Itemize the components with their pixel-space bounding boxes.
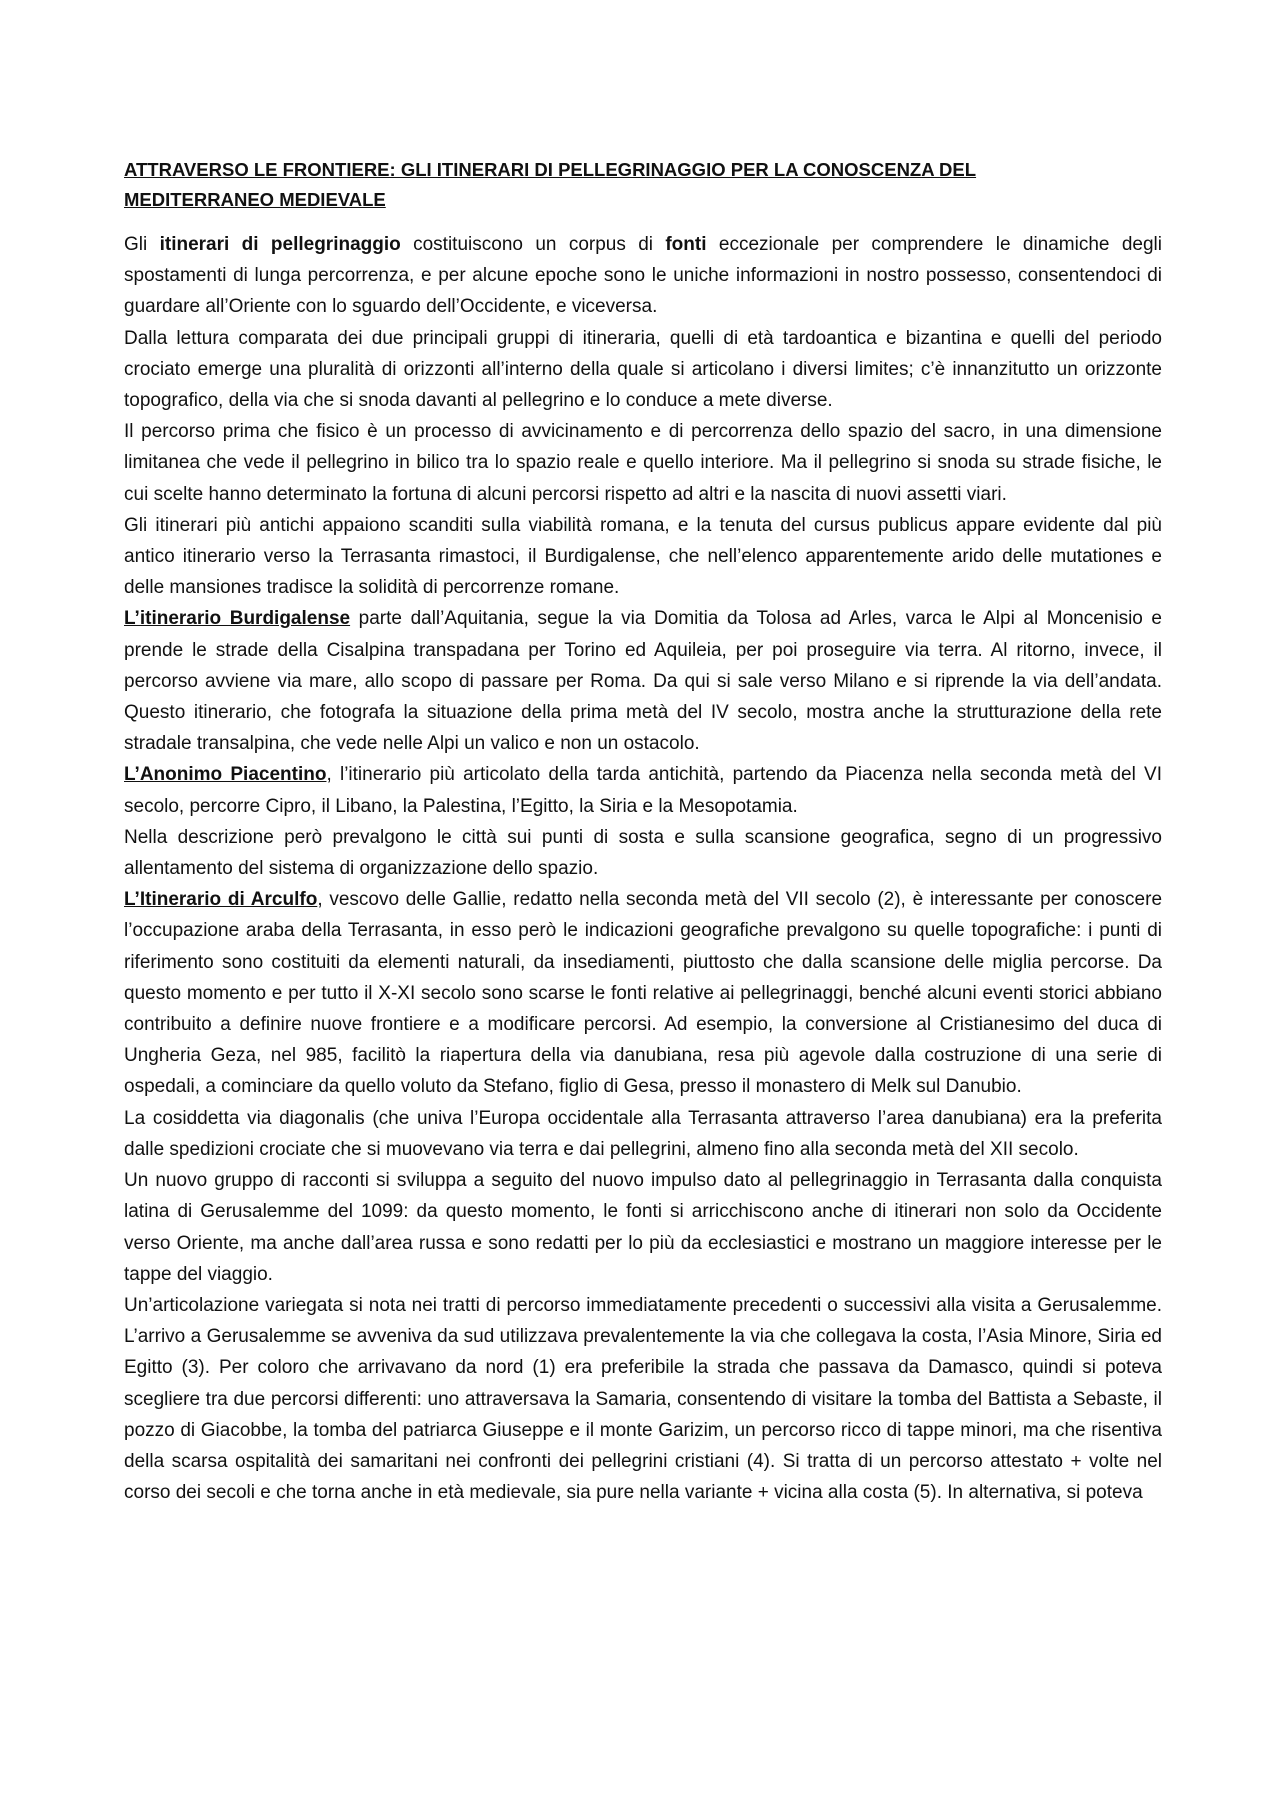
- paragraph-new-accounts: Un nuovo gruppo di racconti si sviluppa a seguito del nuovo impulso dato al pellegrinaggio in Terrasanta dalla conquista latina di Gerusalemme del 1099: da questo momento, le fonti si arricchiscono anche di itinerari non solo da Occidente verso Oriente, ma anche dall’area russa e sono redatti per lo più da ecclesiastici e mostrano un maggiore interesse per le tappe del viaggio.: [124, 1170, 1162, 1285]
- title-line-1: ATTRAVERSO LE FRONTIERE: GLI ITINERARI DI PELLEGRINAGGIO PER LA CONOSCENZA DEL: [124, 159, 977, 180]
- document-title: [124, 155, 1162, 215]
- document-page: [124, 155, 1162, 1508]
- paragraph-route: Il percorso prima che fisico è un processo di avvicinamento e di percorrenza dello spazio del sacro, in una dimensione limitanea che vede il pellegrino in bilico tra lo spazio reale e quello interiore. Ma il pellegrino si snoda su strade fisiche, le cui scelte hanno determinato la fortuna di alcuni percorsi rispetto ad altri e la nascita di nuovi assetti viari.: [124, 421, 1162, 505]
- paragraph-intro: [124, 229, 1162, 323]
- document-body: [124, 229, 1162, 1508]
- text-run: Gli: [124, 234, 160, 255]
- section-heading: L’Anonimo Piacentino: [124, 764, 327, 786]
- paragraph-jerusalem-routes: Un’articolazione variegata si nota nei tratti di percorso immediatamente precedenti o successivi alla visita a Gerusalemme. L’arrivo a Gerusalemme se avveniva da sud utilizzava prevalentemente la via che collegava la costa, l’Asia Minore, Siria ed Egitto (3). Per coloro che arrivavano da nord (1) era preferibile la strada che passava da Damasco, quindi si poteva scegliere tra due percorsi differenti: uno attraversava la Samaria, consentendo di visitare la tomba del Battista a Sebaste, il pozzo di Giacobbe, la tomba del patriarca Giuseppe e il monte Garizim, un percorso ricco di tappe minori, ma che risentiva della scarsa ospitalità dei samaritani nei confronti dei pellegrini cristiani (4). Si tratta di un percorso attestato + volte nel corso dei secoli e che torna anche in età medievale, sia pure nella variante + vicina alla costa (5). In alternativa, si poteva: [124, 1294, 1162, 1504]
- paragraph-description: Nella descrizione però prevalgono le città sui punti di sosta e sulla scansione geografica, segno di un progressivo allentamento del sistema di organizzazione dello spazio.: [124, 826, 1162, 880]
- paragraph-via-diagonalis: La cosiddetta via diagonalis (che univa l’Europa occidentale alla Terrasanta attraverso l’area danubiana) era la preferita dalle spedizioni crociate che si muovevano via terra e dai pellegrini, almeno fino alla seconda metà del XII secolo.: [124, 1107, 1162, 1160]
- text-run: parte dall’Aquitania, segue la via Domitia da Tolosa ad Arles, varca le Alpi al Moncenisio e prende le strade della Cisalpina transpadana per Torino ed Aquileia, per poi proseguire via terra. Al ritorno, invece, il percorso avviene via mare, allo scopo di passare per Roma. Da qui si sale verso Milano e si riprende la via dell’andata. Questo itinerario, che fotografa la situazione della prima metà del IV secolo, mostra anche la strutturazione della rete stradale transalpina, che vede nelle Alpi un valico e non un ostacolo.: [124, 608, 1163, 755]
- text-run: , vescovo delle Gallie, redatto nella seconda metà del VII secolo (2), è interessante per conoscere l’occupazione araba della Terrasanta, in esso però le indicazioni geografiche prevalgono su quelle topografiche: i punti di riferimento sono costituiti da elementi naturali, da insediamenti, piuttosto che dalla scansione delle miglia percorse. Da questo momento e per tutto il X-XI secolo sono scarse le fonti relative ai pellegrinaggi, benché alcuni eventi storici abbiano contribuito a definire nuove frontiere e a modificare percorsi. Ad esempio, la conversione al Cristianesimo del duca di Ungheria Geza, nel 985, facilitò la riapertura della via danubiana, resa più agevole dalla costruzione di una serie di ospedali, a cominciare da quello voluto da Stefano, figlio di Gesa, presso il monastero di Melk sul Danubio.: [124, 889, 1163, 1098]
- paragraph-roman-roads: Gli itinerari più antichi appaiono scanditi sulla viabilità romana, e la tenuta del cursus publicus appare evidente dal più antico itinerario verso la Terrasanta rimastoci, il Burdigalense, che nell’elenco apparentemente arido delle mutationes e delle mansiones tradisce la solidità di percorrenze romane.: [124, 514, 1162, 599]
- text-run: eccezionale per comprendere le dinamiche degli spostamenti di lunga percorrenza, e per alcune epoche sono le uniche informazioni in nostro possesso, consentendoci di guardare all’Oriente con lo sguardo dell’Occidente, e viceversa.: [124, 234, 1162, 318]
- title-line-2: MEDITERRANEO MEDIEVALE: [124, 189, 386, 210]
- section-heading: L’Itinerario di Arculfo: [124, 889, 318, 911]
- paragraph-anonimo-piacentino: [124, 759, 1162, 821]
- paragraph-burdigalense: [124, 603, 1162, 759]
- bold-term: itinerari di pellegrinaggio: [159, 234, 401, 255]
- paragraph-comparison: Dalla lettura comparata dei due principali gruppi di itineraria, quelli di età tardoantica e bizantina e quelli del periodo crociato emerge una pluralità di orizzonti all’interno della quale si articolano i diversi limites; c’è innanzitutto un orizzonte topografico, della via che si snoda davanti al pellegrino e lo conduce a mete diverse.: [124, 327, 1162, 412]
- bold-term: fonti: [665, 234, 707, 255]
- text-run: , l’itinerario più articolato della tarda antichità, partendo da Piacenza nella seconda metà del VI secolo, percorre Cipro, il Libano, la Palestina, l’Egitto, la Siria e la Mesopotamia.: [124, 764, 1163, 817]
- paragraph-arculfo: [124, 884, 1162, 1102]
- text-run: costituiscono un corpus di: [400, 234, 666, 255]
- section-heading: L’itinerario Burdigalense: [124, 608, 351, 630]
